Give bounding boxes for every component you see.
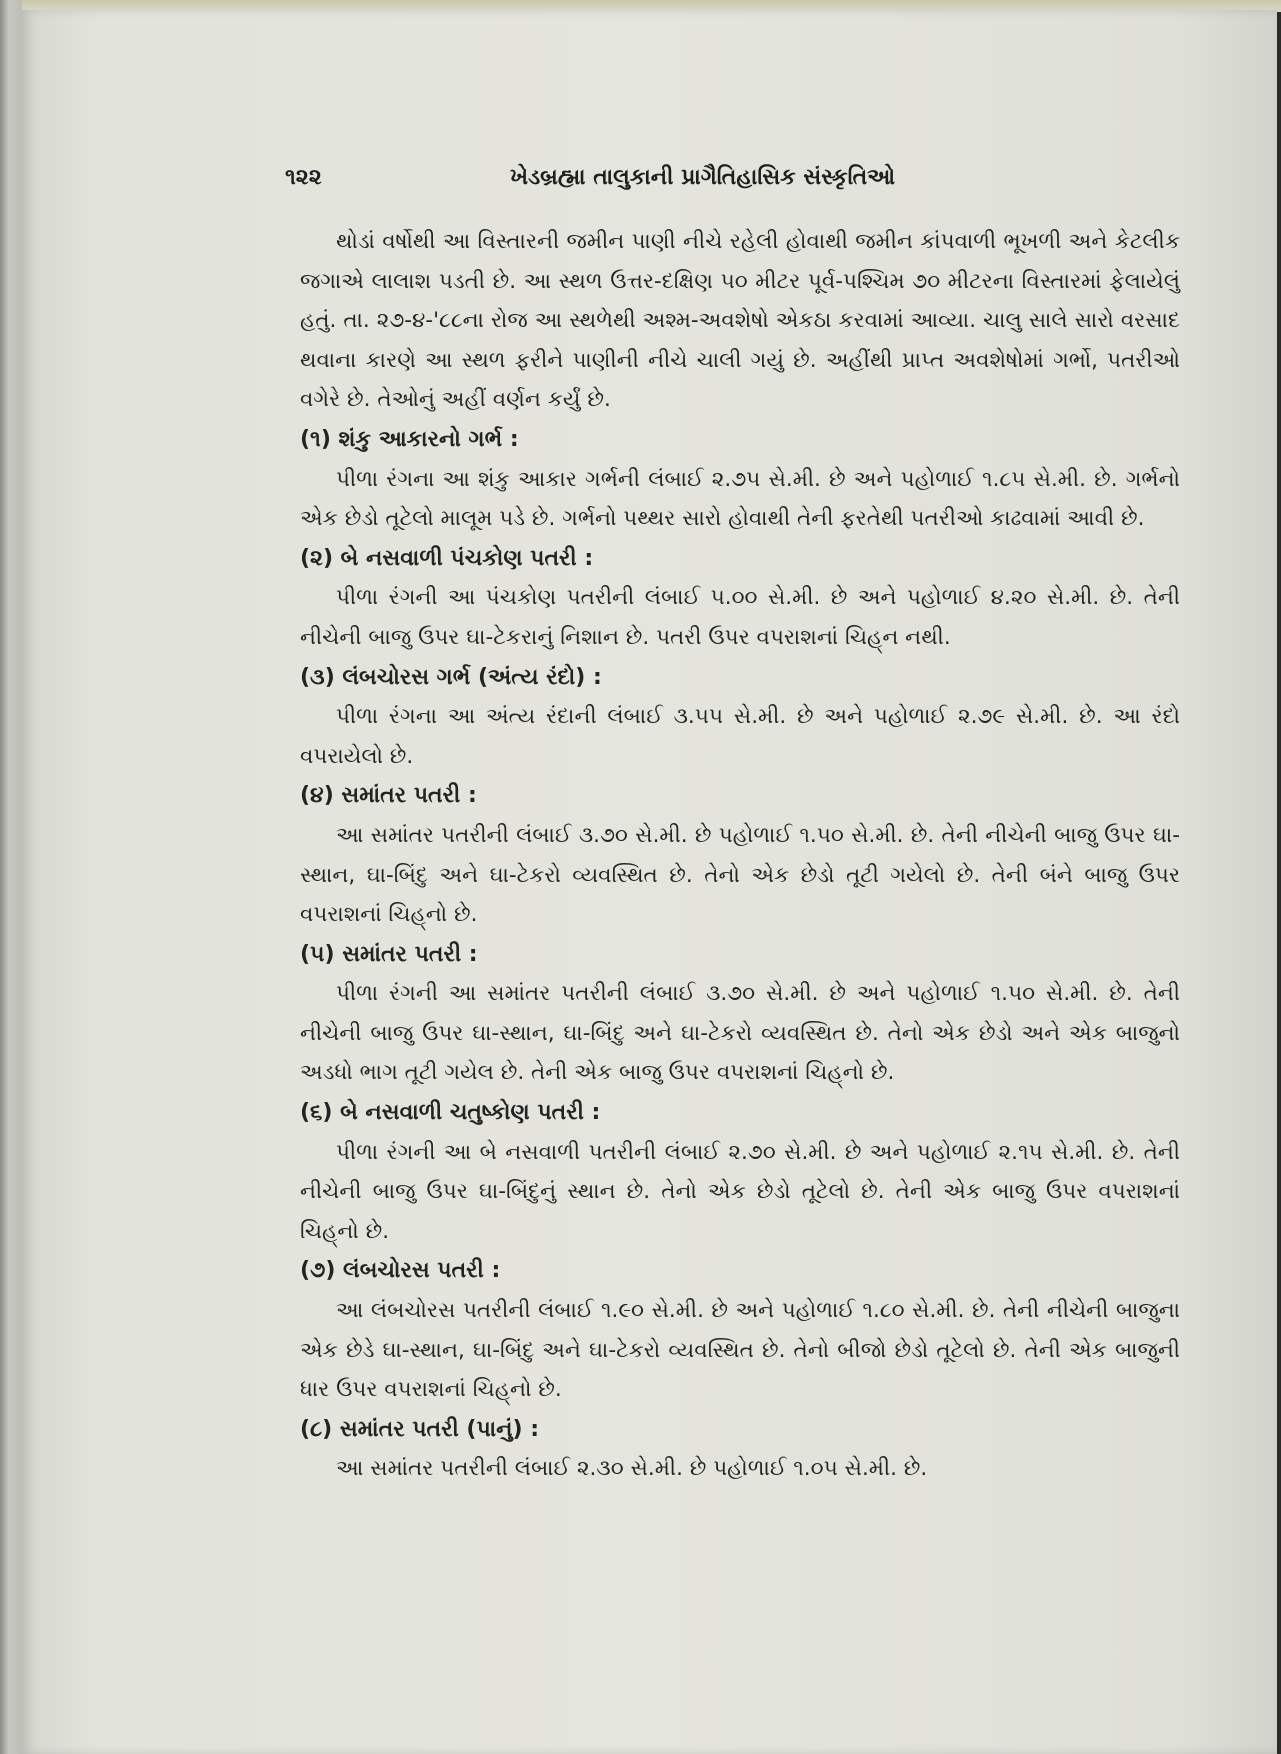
section-heading-7: (૭) લંબચોરસ પતરી : — [300, 1258, 501, 1284]
section-body-2: પીળા રંગની આ પંચકોણ પતરીની લંબાઈ ૫.૦૦ સે.મી. છે અને પહોળાઈ ૪.૨૦ સે.મી. છે. તેની નીચેની બાજુ ઉપર ઘા-ટેકરાનું નિશાન છે. પતરી ઉપર વપરાશનાં ચિહ્‌ન નથી. — [300, 585, 1180, 650]
page-header — [285, 165, 985, 205]
page-number: ૧૨૨ — [285, 165, 322, 190]
section-heading-1: (૧) શંકુ આકારનો ગર્ભ : — [300, 426, 519, 452]
intro-paragraph: થોડાં વર્ષોથી આ વિસ્તારની જમીન પાણી નીચે રહેલી હોવાથી જમીન કાંપવાળી ભૂખળી અને કેટલીક જગાએ લાલાશ પડતી છે. આ સ્થળ ઉત્તર-દક્ષિણ ૫૦ મીટર પૂર્વ-પશ્ચિમ ૭૦ મીટરના વિસ્તારમાં ફેલાયેલું હતું. તા. ૨૭-૪-'૮૮ના રોજ આ સ્થળેથી અશ્મ-અવશેષો એકઠા કરવામાં આવ્યા. ચાલુ સાલે સારો વરસાદ થવાના કારણે આ સ્થળ ફરીને પાણીની નીચે ચાલી ગયું છે. અહીંથી પ્રાપ્ત અવશેષોમાં ગર્ભો, પતરીઓ વગેરે છે. તેઓનું અહીં વર્ણન કર્યું છે. — [300, 229, 1180, 413]
section-body-3: પીળા રંગના આ અંત્ય રંદાની લંબાઈ ૩.૫૫ સે.મી. છે અને પહોળાઈ ૨.૭૯ સે.મી. છે. આ રંદો વપરાયેલો છે. — [300, 704, 1180, 769]
scan-left-edge — [0, 0, 22, 1754]
section-body-4: આ સમાંતર પતરીની લંબાઈ ૩.૭૦ સે.મી. છે પહોળાઈ ૧.૫૦ સે.મી. છે. તેની નીચેની બાજુ ઉપર ઘા-સ્થાન, ઘા-બિંદુ અને ઘા-ટેકરો વ્યવસ્થિત છે. તેનો એક છેડો તૂટી ગયેલો છે. તેની બંને બાજુ ઉપર વપરાશનાં ચિહ્‌નો છે. — [300, 822, 1180, 928]
section-heading-2: (૨) બે નસવાળી પંચકોણ પતરી : — [300, 545, 594, 571]
section-body-5: પીળા રંગની આ સમાંતર પતરીની લંબાઈ ૩.૭૦ સે.મી. છે અને પહોળાઈ ૧.૫૦ સે.મી. છે. તેની નીચેની બાજુ ઉપર ઘા-સ્થાન, ઘા-બિંદુ અને ઘા-ટેકરો વ્યવસ્થિત છે. તેનો એક છેડો અને એક બાજુનો અડધો ભાગ તૂટી ગયેલ છે. તેની એક બાજુ ઉપર વપરાશનાં ચિહ્‌નો છે. — [300, 981, 1180, 1086]
section-heading-6: (૬) બે નસવાળી ચતુષ્કોણ પતરી : — [300, 1100, 601, 1126]
section-body-8: આ સમાંતર પતરીની લંબાઈ ૨.૩૦ સે.મી. છે પહોળાઈ ૧.૦૫ સે.મી. છે. — [336, 1456, 928, 1482]
running-title: ખેડબ્રહ્મા તાલુકાની પ્રાગૈતિહાસિક સંસ્કૃતિઓ — [510, 165, 896, 190]
page-body — [300, 222, 1180, 1489]
section-heading-3: (૩) લંબચોરસ ગર્ભ (અંત્ય રંદો) : — [300, 664, 602, 690]
section-body-7: આ લંબચોરસ પતરીની લંબાઈ ૧.૯૦ સે.મી. છે અને પહોળાઈ ૧.૮૦ સે.મી. છે. તેની નીચેની બાજુના એક છેડે ઘા-સ્થાન, ઘા-બિંદુ અને ઘા-ટેકરો વ્યવસ્થિત છે. તેનો બીજો છેડો તૂટેલો છે. તેની એક બાજુની ધાર ઉપર વપરાશનાં ચિહ્‌નો છે. — [300, 1298, 1180, 1403]
section-heading-5: (૫) સમાંતર પતરી : — [300, 941, 478, 967]
section-body-1: પીળા રંગના આ શંકુ આકાર ગર્ભની લંબાઈ ૨.૭૫ સે.મી. છે અને પહોળાઈ ૧.૮૫ સે.મી. છે. ગર્ભનો એક છેડો તૂટેલો માલૂમ પડે છે. ગર્ભનો પથ્થર સારો હોવાથી તેની ફરતેથી પતરીઓ કાઢવામાં આવી છે. — [300, 466, 1180, 532]
section-heading-8: (૮) સમાંતર પતરી (પાનું) : — [300, 1416, 540, 1442]
section-heading-4: (૪) સમાંતર પતરી : — [300, 783, 477, 809]
section-body-6: પીળા રંગની આ બે નસવાળી પતરીની લંબાઈ ૨.૭૦ સે.મી. છે અને પહોળાઈ ૨.૧૫ સે.મી. છે. તેની નીચેની બાજુ ઉપર ઘા-બિંદુનું સ્થાન છે. તેનો એક છેડો તૂટેલો છે. તેની એક બાજુ ઉપર વપરાશનાં ચિહ્‌નો છે. — [300, 1139, 1180, 1244]
